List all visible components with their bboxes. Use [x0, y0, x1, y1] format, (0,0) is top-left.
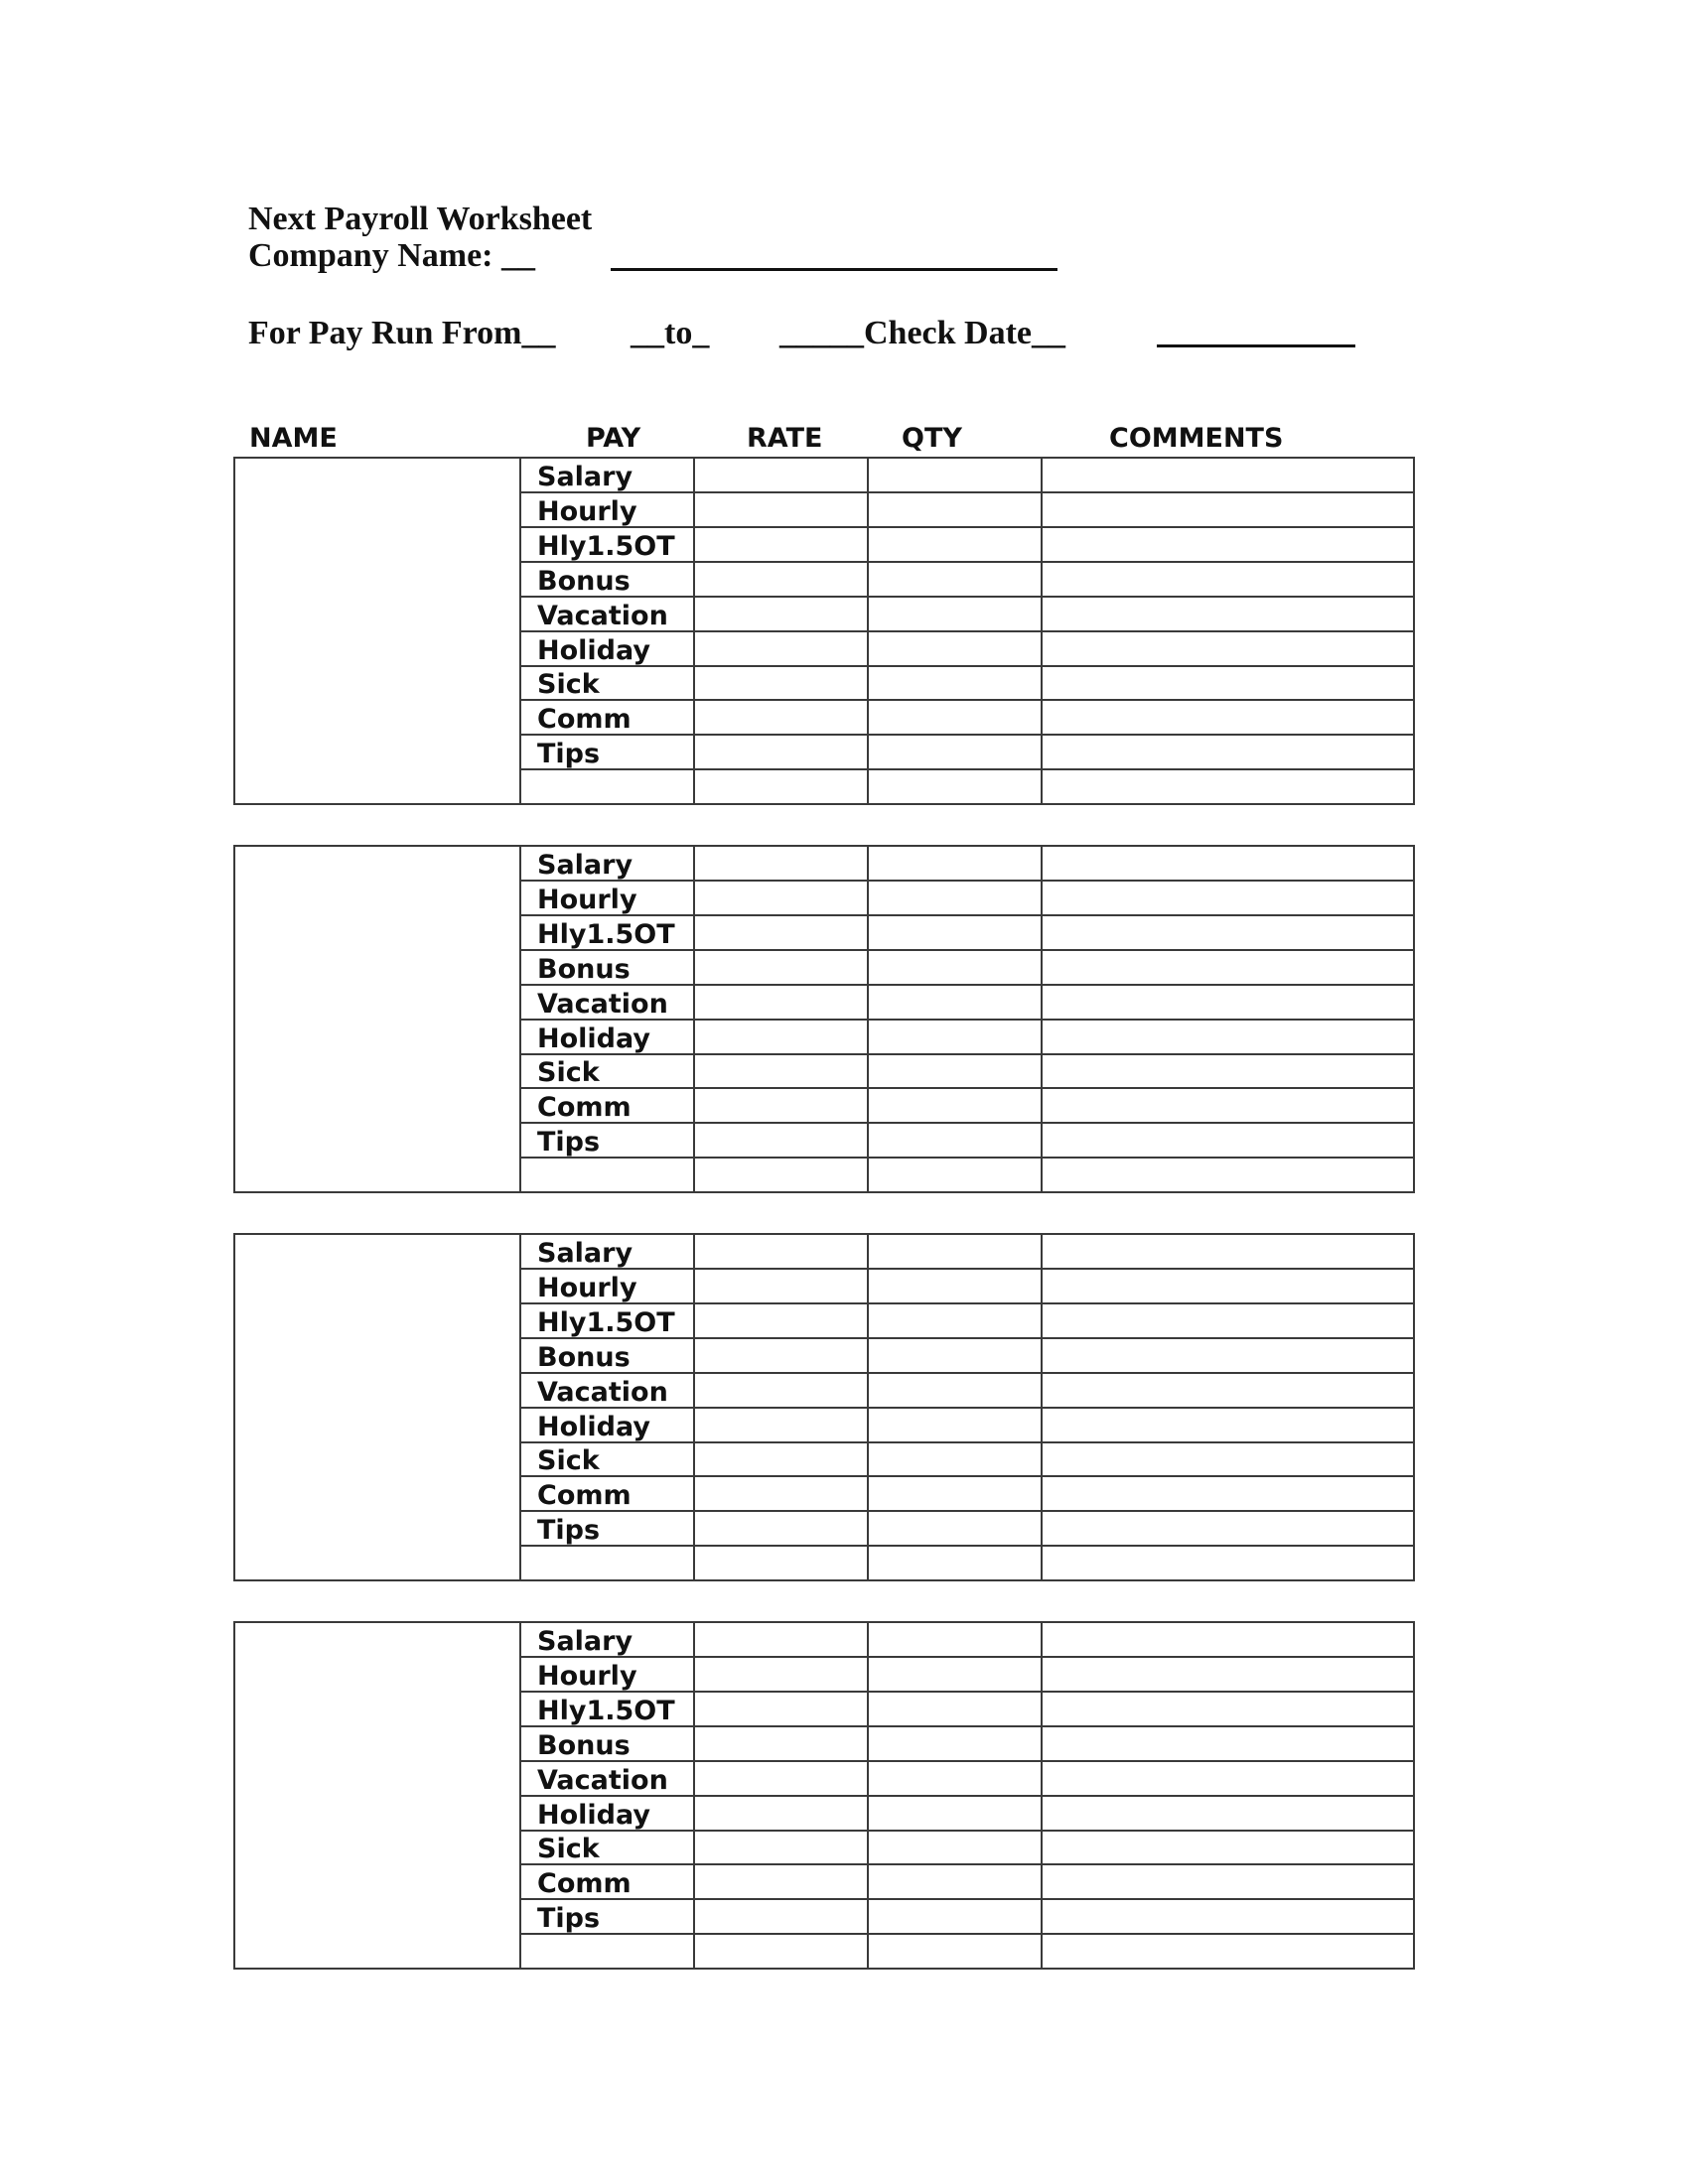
pay-type-cell	[521, 1935, 695, 1970]
qty-cell[interactable]	[869, 1477, 1043, 1510]
pay-type-label: Salary	[537, 462, 633, 493]
table-row	[521, 1900, 1413, 1935]
pay-type-cell	[521, 847, 695, 880]
pay-type-cell	[521, 1512, 695, 1545]
qty-cell[interactable]	[869, 1124, 1043, 1157]
table-row	[521, 1089, 1413, 1124]
rate-cell[interactable]	[695, 1797, 869, 1830]
pay-type-cell	[521, 563, 695, 596]
rate-cell[interactable]	[695, 1374, 869, 1407]
comments-cell[interactable]	[1043, 1512, 1413, 1545]
qty-cell[interactable]	[869, 1512, 1043, 1545]
pay-run-to-label: __to_	[631, 315, 710, 351]
rate-cell[interactable]	[695, 1762, 869, 1795]
qty-cell[interactable]	[869, 1304, 1043, 1337]
comments-cell[interactable]	[1043, 563, 1413, 596]
pay-type-label: Sick	[537, 1057, 600, 1089]
qty-cell[interactable]	[869, 1865, 1043, 1898]
qty-cell[interactable]	[869, 1935, 1043, 1970]
rate-cell[interactable]	[695, 951, 869, 984]
comments-cell[interactable]	[1043, 951, 1413, 984]
qty-cell[interactable]	[869, 1089, 1043, 1122]
comments-cell[interactable]	[1043, 1021, 1413, 1053]
rate-cell[interactable]	[695, 632, 869, 665]
employee-name-cell[interactable]	[235, 1235, 521, 1579]
pay-type-label: Tips	[537, 1127, 601, 1159]
comments-cell[interactable]	[1043, 459, 1413, 491]
pay-type-cell	[521, 1270, 695, 1302]
comments-cell[interactable]	[1043, 1374, 1413, 1407]
employee-name-cell[interactable]	[235, 1623, 521, 1968]
rate-cell[interactable]	[695, 1054, 869, 1087]
rate-cell[interactable]	[695, 528, 869, 561]
comments-cell[interactable]	[1043, 847, 1413, 880]
column-header-comments: COMMENTS	[1109, 423, 1284, 454]
qty-cell[interactable]	[869, 847, 1043, 880]
table-row	[521, 736, 1413, 770]
table-row	[521, 1658, 1413, 1693]
table-row	[521, 882, 1413, 916]
pay-type-cell	[521, 701, 695, 734]
rate-cell[interactable]	[695, 1693, 869, 1725]
rate-cell[interactable]	[695, 847, 869, 880]
pay-type-label: Comm	[537, 1868, 632, 1900]
rate-cell[interactable]	[695, 1547, 869, 1581]
comments-cell[interactable]	[1043, 770, 1413, 805]
comments-cell[interactable]	[1043, 1270, 1413, 1302]
table-row	[521, 1339, 1413, 1374]
pay-type-cell	[521, 1658, 695, 1691]
table-row	[521, 632, 1413, 667]
qty-cell[interactable]	[869, 701, 1043, 734]
comments-cell[interactable]	[1043, 701, 1413, 734]
employee-block	[233, 1233, 1415, 1581]
pay-type-label: Hly1.5OT	[537, 918, 675, 950]
rate-cell[interactable]	[695, 1658, 869, 1691]
qty-cell[interactable]	[869, 1409, 1043, 1441]
comments-cell[interactable]	[1043, 1727, 1413, 1760]
table-row	[521, 1831, 1413, 1865]
pay-type-cell	[521, 916, 695, 949]
pay-type-cell	[521, 1374, 695, 1407]
pay-type-cell	[521, 951, 695, 984]
comments-cell[interactable]	[1043, 736, 1413, 768]
table-row	[521, 986, 1413, 1021]
comments-cell[interactable]	[1043, 1339, 1413, 1372]
comments-cell[interactable]	[1043, 1693, 1413, 1725]
qty-cell[interactable]	[869, 1021, 1043, 1053]
company-name-label: Company Name: __	[248, 237, 535, 274]
pay-type-label: Tips	[537, 1515, 601, 1547]
comments-cell[interactable]	[1043, 1159, 1413, 1193]
qty-cell[interactable]	[869, 598, 1043, 630]
pay-type-label: Vacation	[537, 600, 668, 631]
pay-type-cell	[521, 632, 695, 665]
column-header-pay: PAY	[586, 423, 641, 454]
rate-cell[interactable]	[695, 1623, 869, 1656]
employee-name-cell[interactable]	[235, 459, 521, 803]
table-row	[521, 1409, 1413, 1443]
qty-cell[interactable]	[869, 1054, 1043, 1087]
table-row	[521, 1935, 1413, 1970]
comments-cell[interactable]	[1043, 1409, 1413, 1441]
table-row	[521, 563, 1413, 598]
pay-type-cell	[521, 666, 695, 699]
qty-cell[interactable]	[869, 882, 1043, 914]
table-row	[521, 1124, 1413, 1159]
qty-cell[interactable]	[869, 1159, 1043, 1193]
table-row	[521, 1762, 1413, 1797]
pay-type-label: Salary	[537, 1626, 633, 1658]
qty-cell[interactable]	[869, 770, 1043, 805]
comments-cell[interactable]	[1043, 598, 1413, 630]
column-header-name: NAME	[249, 423, 338, 454]
rate-cell[interactable]	[695, 666, 869, 699]
pay-type-cell	[521, 1547, 695, 1581]
pay-type-label: Hourly	[537, 1272, 637, 1303]
table-row	[521, 1442, 1413, 1477]
comments-cell[interactable]	[1043, 666, 1413, 699]
comments-cell[interactable]	[1043, 1831, 1413, 1863]
pay-type-label: Holiday	[537, 634, 650, 666]
pay-type-cell	[521, 1831, 695, 1863]
pay-type-label: Bonus	[537, 1729, 631, 1761]
comments-cell[interactable]	[1043, 1089, 1413, 1122]
table-row	[521, 528, 1413, 563]
pay-type-label: Comm	[537, 704, 632, 736]
rate-cell[interactable]	[695, 459, 869, 491]
employee-name-cell[interactable]	[235, 847, 521, 1191]
qty-cell[interactable]	[869, 1235, 1043, 1268]
pay-type-label: Salary	[537, 850, 633, 882]
pay-type-cell	[521, 1159, 695, 1193]
rate-cell[interactable]	[695, 1235, 869, 1268]
table-row	[521, 701, 1413, 736]
rate-cell[interactable]	[695, 1512, 869, 1545]
pay-type-label: Bonus	[537, 1341, 631, 1373]
comments-cell[interactable]	[1043, 1304, 1413, 1337]
pay-type-label: Salary	[537, 1238, 633, 1270]
rate-cell[interactable]	[695, 1900, 869, 1933]
pay-type-cell	[521, 1900, 695, 1933]
comments-cell[interactable]	[1043, 1762, 1413, 1795]
pay-type-cell	[521, 1727, 695, 1760]
qty-cell[interactable]	[869, 563, 1043, 596]
pay-type-cell	[521, 598, 695, 630]
rate-cell[interactable]	[695, 1477, 869, 1510]
rate-cell[interactable]	[695, 563, 869, 596]
rate-cell[interactable]	[695, 1270, 869, 1302]
pay-type-label: Tips	[537, 1903, 601, 1935]
table-row	[521, 1021, 1413, 1055]
pay-type-cell	[521, 770, 695, 805]
company-name-field[interactable]	[611, 268, 1057, 271]
table-row	[521, 916, 1413, 951]
qty-cell[interactable]	[869, 666, 1043, 699]
rate-cell[interactable]	[695, 1865, 869, 1898]
table-row	[521, 1304, 1413, 1339]
qty-cell[interactable]	[869, 1547, 1043, 1581]
rate-cell[interactable]	[695, 986, 869, 1019]
rate-cell[interactable]	[695, 916, 869, 949]
qty-cell[interactable]	[869, 1727, 1043, 1760]
table-row	[521, 1270, 1413, 1304]
qty-cell[interactable]	[869, 986, 1043, 1019]
qty-cell[interactable]	[869, 951, 1043, 984]
comments-cell[interactable]	[1043, 632, 1413, 665]
employee-block	[233, 457, 1415, 805]
page-title: Next Payroll Worksheet	[248, 201, 593, 237]
pay-type-label: Hourly	[537, 495, 637, 527]
pay-type-label: Holiday	[537, 1023, 650, 1054]
comments-cell[interactable]	[1043, 1477, 1413, 1510]
column-header-qty: QTY	[902, 423, 962, 454]
pay-type-cell	[521, 1089, 695, 1122]
rate-cell[interactable]	[695, 598, 869, 630]
rate-cell[interactable]	[695, 770, 869, 805]
table-row	[521, 1374, 1413, 1409]
rate-cell[interactable]	[695, 1442, 869, 1475]
comments-cell[interactable]	[1043, 986, 1413, 1019]
pay-type-label: Hly1.5OT	[537, 530, 675, 562]
qty-cell[interactable]	[869, 1623, 1043, 1656]
pay-type-cell	[521, 1693, 695, 1725]
table-row	[521, 1159, 1413, 1193]
pay-run-from-label: For Pay Run From__	[248, 315, 556, 351]
pay-type-cell	[521, 493, 695, 526]
pay-type-cell	[521, 1623, 695, 1656]
table-row	[521, 1797, 1413, 1832]
comments-cell[interactable]	[1043, 528, 1413, 561]
qty-cell[interactable]	[869, 493, 1043, 526]
column-header-rate: RATE	[747, 423, 823, 454]
rate-cell[interactable]	[695, 1124, 869, 1157]
qty-cell[interactable]	[869, 1900, 1043, 1933]
table-row	[521, 1235, 1413, 1270]
pay-type-label: Sick	[537, 1834, 600, 1865]
pay-type-cell	[521, 736, 695, 768]
rate-cell[interactable]	[695, 1409, 869, 1441]
comments-cell[interactable]	[1043, 1797, 1413, 1830]
pay-type-cell	[521, 1235, 695, 1268]
pay-type-cell	[521, 1409, 695, 1441]
table-row	[521, 1727, 1413, 1762]
qty-cell[interactable]	[869, 528, 1043, 561]
pay-type-cell	[521, 1124, 695, 1157]
qty-cell[interactable]	[869, 1442, 1043, 1475]
table-row	[521, 493, 1413, 528]
pay-type-cell	[521, 1304, 695, 1337]
table-row	[521, 1623, 1413, 1658]
pay-type-label: Comm	[537, 1092, 632, 1124]
rate-cell[interactable]	[695, 1339, 869, 1372]
rate-cell[interactable]	[695, 1935, 869, 1970]
pay-type-cell	[521, 1021, 695, 1053]
pay-type-label: Holiday	[537, 1411, 650, 1442]
rate-cell[interactable]	[695, 882, 869, 914]
pay-type-cell	[521, 1442, 695, 1475]
rate-cell[interactable]	[695, 1727, 869, 1760]
table-row	[521, 847, 1413, 882]
employee-block	[233, 1621, 1415, 1970]
pay-type-cell	[521, 1339, 695, 1372]
pay-type-cell	[521, 528, 695, 561]
pay-type-cell	[521, 1865, 695, 1898]
comments-cell[interactable]	[1043, 916, 1413, 949]
table-row	[521, 1693, 1413, 1727]
comments-cell[interactable]	[1043, 1547, 1413, 1581]
rate-cell[interactable]	[695, 736, 869, 768]
pay-type-label: Vacation	[537, 988, 668, 1020]
table-row	[521, 951, 1413, 986]
qty-cell[interactable]	[869, 1693, 1043, 1725]
comments-cell[interactable]	[1043, 1900, 1413, 1933]
table-row	[521, 1054, 1413, 1089]
comments-cell[interactable]	[1043, 1442, 1413, 1475]
comments-cell[interactable]	[1043, 1865, 1413, 1898]
table-row	[521, 770, 1413, 805]
qty-cell[interactable]	[869, 1374, 1043, 1407]
qty-cell[interactable]	[869, 1762, 1043, 1795]
pay-type-label: Hourly	[537, 1660, 637, 1692]
qty-cell[interactable]	[869, 1797, 1043, 1830]
rate-cell[interactable]	[695, 1021, 869, 1053]
comments-cell[interactable]	[1043, 493, 1413, 526]
pay-type-label: Hourly	[537, 884, 637, 915]
qty-cell[interactable]	[869, 1658, 1043, 1691]
comments-cell[interactable]	[1043, 1124, 1413, 1157]
qty-cell[interactable]	[869, 916, 1043, 949]
pay-type-label: Bonus	[537, 953, 631, 985]
qty-cell[interactable]	[869, 1270, 1043, 1302]
comments-cell[interactable]	[1043, 1235, 1413, 1268]
rate-cell[interactable]	[695, 1831, 869, 1863]
table-row	[521, 1865, 1413, 1900]
comments-cell[interactable]	[1043, 1054, 1413, 1087]
pay-type-label: Hly1.5OT	[537, 1306, 675, 1338]
pay-type-cell	[521, 1797, 695, 1830]
qty-cell[interactable]	[869, 1831, 1043, 1863]
employee-block	[233, 845, 1415, 1193]
table-row	[521, 666, 1413, 701]
check-date-label: _____Check Date__	[779, 315, 1066, 351]
check-date-field[interactable]	[1157, 344, 1355, 347]
rate-cell[interactable]	[695, 1089, 869, 1122]
table-row	[521, 1512, 1413, 1547]
comments-cell[interactable]	[1043, 882, 1413, 914]
pay-type-cell	[521, 986, 695, 1019]
pay-type-label: Holiday	[537, 1799, 650, 1831]
pay-type-label: Vacation	[537, 1376, 668, 1408]
pay-type-cell	[521, 459, 695, 491]
rate-cell[interactable]	[695, 493, 869, 526]
qty-cell[interactable]	[869, 1339, 1043, 1372]
pay-type-label: Bonus	[537, 565, 631, 597]
pay-type-cell	[521, 1477, 695, 1510]
qty-cell[interactable]	[869, 736, 1043, 768]
rate-cell[interactable]	[695, 1159, 869, 1193]
rate-cell[interactable]	[695, 1304, 869, 1337]
table-row	[521, 1477, 1413, 1512]
qty-cell[interactable]	[869, 632, 1043, 665]
comments-cell[interactable]	[1043, 1935, 1413, 1970]
pay-type-cell	[521, 882, 695, 914]
pay-type-cell	[521, 1054, 695, 1087]
pay-type-label: Comm	[537, 1480, 632, 1512]
comments-cell[interactable]	[1043, 1658, 1413, 1691]
pay-type-label: Sick	[537, 669, 600, 701]
pay-type-label: Vacation	[537, 1764, 668, 1796]
pay-type-label: Hly1.5OT	[537, 1695, 675, 1726]
qty-cell[interactable]	[869, 459, 1043, 491]
pay-type-cell	[521, 1762, 695, 1795]
pay-type-label: Sick	[537, 1445, 600, 1477]
table-row	[521, 1547, 1413, 1581]
table-row	[521, 598, 1413, 632]
comments-cell[interactable]	[1043, 1623, 1413, 1656]
table-row	[521, 459, 1413, 493]
rate-cell[interactable]	[695, 701, 869, 734]
pay-type-label: Tips	[537, 739, 601, 770]
